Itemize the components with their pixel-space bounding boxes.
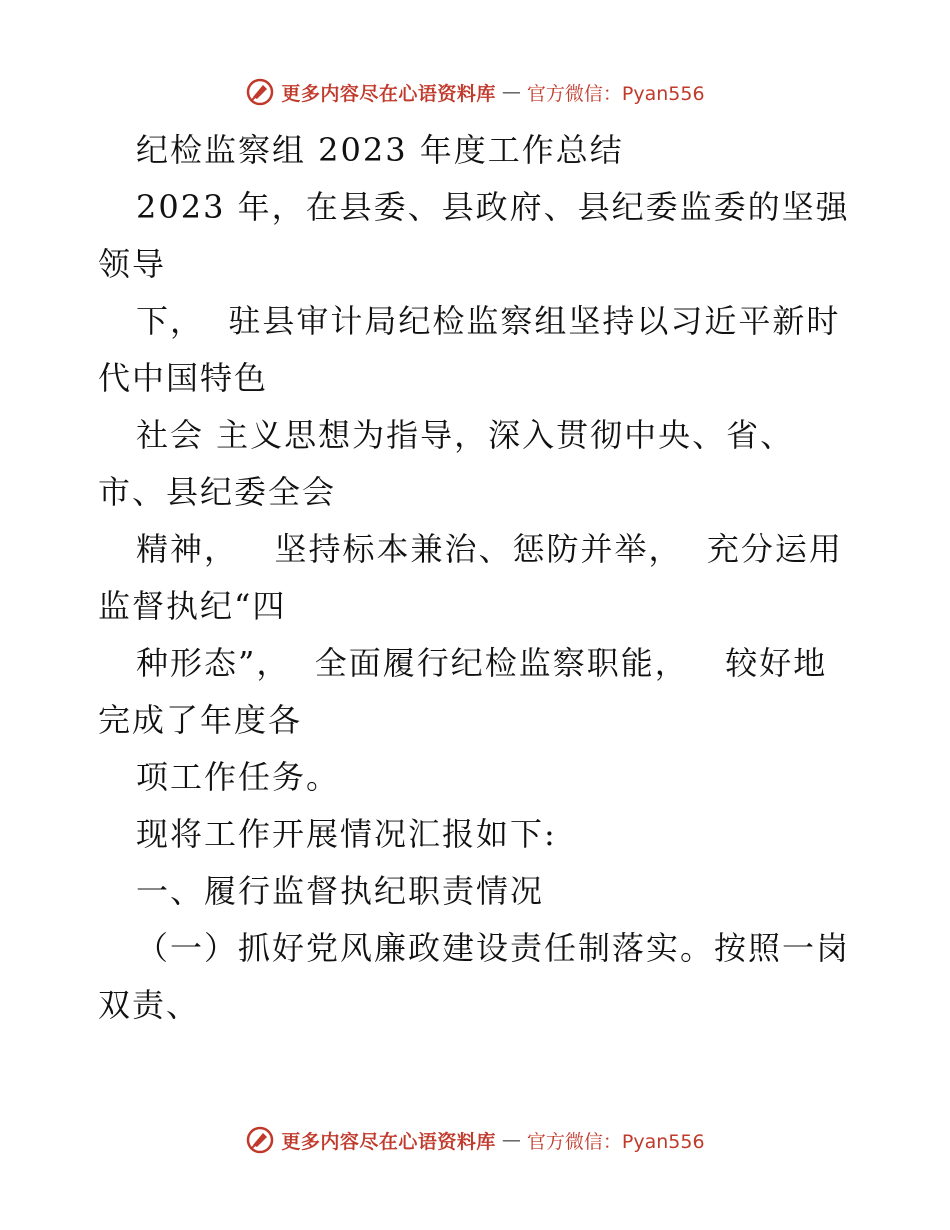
text-line: 现将工作开展情况汇报如下: xyxy=(136,815,557,853)
text-line: 市、县纪委全会 xyxy=(98,473,337,511)
text-line: 完成了年度各 xyxy=(98,701,303,739)
text-line: 纪检监察组 2023 年度工作总结 xyxy=(136,131,624,169)
text-line: 精神， 坚持标本兼治、惩防并举， 充分运用 xyxy=(136,530,843,568)
header-watermark xyxy=(0,72,950,112)
footer-watermark xyxy=(0,1120,950,1160)
document-body xyxy=(98,122,851,1034)
text-line: 领导 xyxy=(98,245,167,283)
text-line: 下， 驻县审计局纪检监察组坚持以习近平新时 xyxy=(136,302,841,340)
text-line: 社会 主义思想为指导，深入贯彻中央、省、 xyxy=(136,416,795,454)
text-line: （一）抓好党风廉政建设责任制落实。按照一岗 xyxy=(136,929,851,967)
logo-icon xyxy=(245,77,275,107)
watermark-separator: — xyxy=(501,81,521,103)
watermark-separator: — xyxy=(501,1129,521,1151)
watermark-site-text: 更多内容尽在心语资料库 xyxy=(281,1130,496,1153)
text-line: 一、履行监督执纪职责情况 xyxy=(136,872,545,910)
watermark-contact: 官方微信：Pyan556 xyxy=(526,82,705,105)
logo-icon xyxy=(245,1125,275,1155)
text-line: 双责、 xyxy=(98,986,201,1024)
watermark-contact: 官方微信：Pyan556 xyxy=(526,1130,705,1153)
text-line: 项工作任务。 xyxy=(136,758,341,796)
text-line: 监督执纪“四 xyxy=(98,587,287,625)
text-line: 代中国特色 xyxy=(98,359,269,397)
text-line: 种形态”， 全面履行纪检监察职能， 较好地 xyxy=(136,644,828,682)
watermark-site-text: 更多内容尽在心语资料库 xyxy=(281,82,496,105)
text-line: 2023 年，在县委、县政府、县纪委监委的坚强 xyxy=(136,188,850,226)
